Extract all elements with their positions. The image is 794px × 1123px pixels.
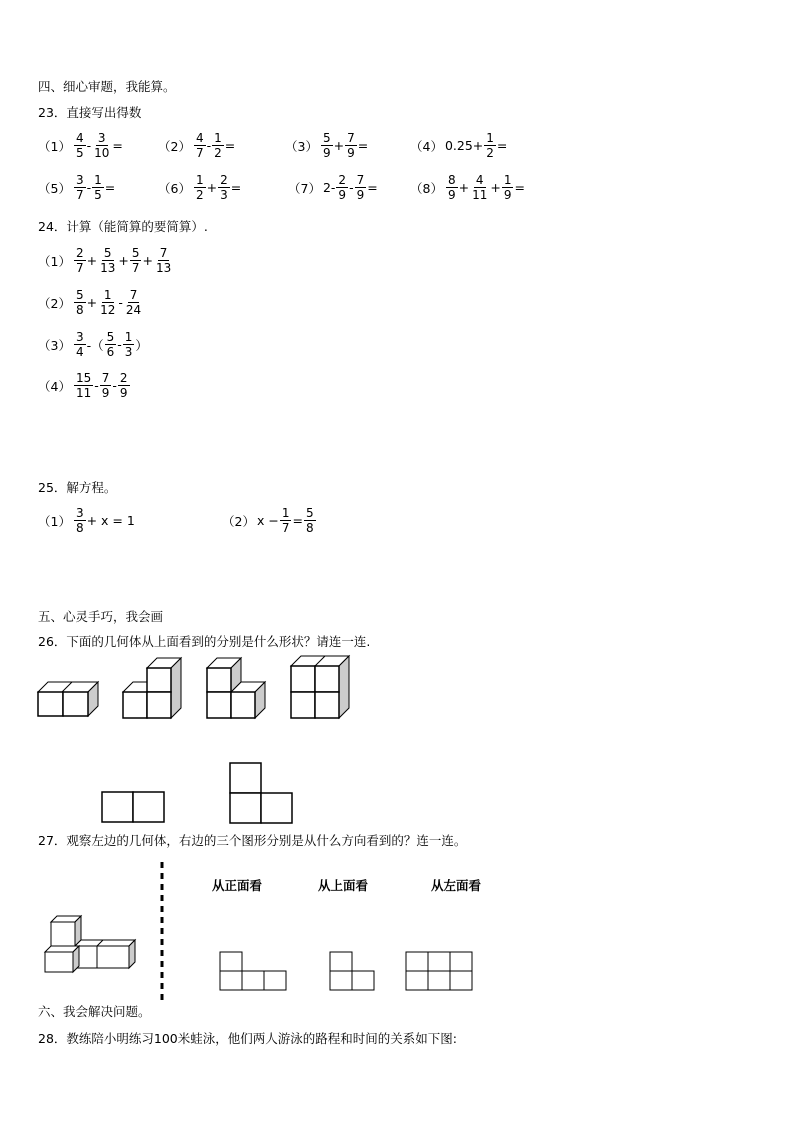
fraction: $\frac{2}{3}$	[220, 173, 228, 202]
fraction: $\frac{1}{3}$	[124, 330, 133, 359]
fraction: $\frac{3}{10}$	[94, 131, 110, 160]
q25-item-2	[222, 506, 317, 535]
operator: =	[367, 180, 378, 195]
q24-item-1	[38, 246, 174, 275]
operator: +	[86, 295, 98, 310]
q26-view-1	[101, 791, 165, 824]
fraction: $\frac{5}{8}$	[75, 288, 84, 317]
q27-view-3	[405, 951, 474, 991]
operator: =	[496, 138, 508, 153]
fraction: $\frac{2}{9}$	[119, 371, 128, 400]
fraction: $\frac{7}{9}$	[356, 173, 365, 202]
q26-solid-2	[121, 658, 185, 720]
operator: =	[514, 180, 525, 195]
operator: -（	[86, 337, 104, 353]
q26-title: 26．下面的几何体从上面看到的分别是什么形状？请连一连.	[38, 634, 371, 649]
operator: -	[349, 180, 354, 195]
item-number: （8）	[410, 180, 443, 196]
fraction: $\frac{5}{6}$	[106, 330, 115, 359]
q27-title: 27．观察左边的几何体，右边的三个图形分别是从什么方向看到的？连一连。	[38, 833, 467, 848]
q26-solid-1	[36, 672, 102, 720]
fraction: $\frac{5}{8}$	[305, 506, 314, 535]
operator: 0.25+	[444, 138, 484, 153]
item-number: （4）	[410, 138, 443, 154]
operator: -	[117, 337, 122, 352]
item-number: （1）	[38, 513, 71, 529]
operator: =	[357, 138, 369, 153]
view-label-front: 从正面看	[212, 878, 263, 893]
item-number: （4）	[38, 378, 71, 394]
view-label-left: 从左面看	[431, 878, 482, 893]
fraction: $\frac{2}{7}$	[75, 246, 84, 275]
fraction: $\frac{5}{9}$	[322, 131, 331, 160]
q27-view-1	[219, 951, 288, 991]
q26-solid-4	[289, 656, 353, 720]
fraction: $\frac{5}{7}$	[131, 246, 140, 275]
q23-item-8	[410, 173, 525, 202]
q24-item-4	[38, 371, 131, 400]
fraction: $\frac{1}{12}$	[100, 288, 116, 317]
section6-title: 六、我会解决问题。	[38, 1004, 151, 1019]
item-number: （6）	[158, 180, 191, 196]
operator: -	[86, 138, 92, 153]
fraction: $\frac{3}{8}$	[75, 506, 84, 535]
fraction: $\frac{2}{9}$	[338, 173, 347, 202]
section5-title: 五、心灵手巧，我会画	[38, 609, 164, 624]
fraction: $\frac{1}{2}$	[486, 131, 494, 160]
item-number: （1）	[38, 253, 71, 269]
operator: -	[86, 180, 92, 195]
fraction: $\frac{3}{4}$	[75, 330, 84, 359]
q23-item-4	[410, 131, 507, 160]
view-label-top: 从上面看	[318, 878, 369, 893]
operator: +	[490, 180, 501, 195]
q23-item-5	[38, 173, 115, 202]
operator: + x = 1	[86, 513, 135, 528]
operator: =	[112, 138, 123, 153]
operator: -	[206, 138, 212, 153]
fraction: $\frac{4}{11}$	[472, 173, 488, 202]
operator: x −	[256, 513, 279, 528]
operator: +	[86, 253, 98, 268]
q24-item-2	[38, 288, 144, 317]
q25-item-1	[38, 506, 135, 535]
fraction: $\frac{7}{9}$	[347, 131, 355, 160]
operator: -	[112, 378, 117, 393]
fraction: $\frac{15}{11}$	[75, 371, 92, 400]
section4-title: 四、细心审题，我能算。	[38, 79, 176, 94]
q26-solid-3	[205, 658, 269, 720]
item-number: （3）	[38, 337, 71, 353]
operator: +	[333, 138, 345, 153]
item-number: （3）	[285, 138, 318, 154]
operator: =	[104, 180, 116, 195]
fraction: $\frac{7}{24}$	[125, 288, 142, 317]
q25-title: 25．解方程。	[38, 480, 117, 495]
operator: +	[458, 180, 470, 195]
fraction: $\frac{4}{7}$	[195, 131, 204, 160]
fraction: $\frac{3}{7}$	[75, 173, 84, 202]
dashed-divider	[160, 862, 164, 1002]
operator: +	[118, 253, 129, 268]
fraction: $\frac{5}{13}$	[100, 246, 116, 275]
item-number: （2）	[158, 138, 191, 154]
fraction: $\frac{7}{9}$	[101, 371, 110, 400]
q26-view-2	[229, 762, 293, 824]
fraction: $\frac{4}{5}$	[75, 131, 84, 160]
fraction: $\frac{1}{9}$	[503, 173, 512, 202]
q28-title: 28．教练陪小明练习100米蛙泳，他们两人游泳的路程和时间的关系如下图:	[38, 1031, 457, 1046]
operator: -	[118, 295, 123, 310]
item-number: （2）	[222, 513, 255, 529]
operator: -	[94, 378, 99, 393]
q23-item-2	[158, 131, 235, 160]
operator: =	[224, 138, 236, 153]
item-number: （7）	[288, 180, 321, 196]
fraction: $\frac{8}{9}$	[447, 173, 456, 202]
item-number: （1）	[38, 138, 71, 154]
operator: 2-	[322, 180, 336, 195]
fraction: $\frac{1}{7}$	[281, 506, 290, 535]
q23-item-6	[158, 173, 241, 202]
operator: =	[292, 513, 303, 528]
operator: ）	[135, 337, 148, 353]
q23-item-3	[285, 131, 368, 160]
fraction: $\frac{1}{2}$	[195, 173, 204, 202]
q27-solid	[43, 914, 139, 974]
fraction: $\frac{1}{5}$	[94, 173, 102, 202]
q23-title: 23．直接写出得数	[38, 105, 142, 120]
q24-item-3	[38, 330, 148, 359]
item-number: （5）	[38, 180, 71, 196]
fraction: $\frac{1}{2}$	[214, 131, 222, 160]
fraction: $\frac{7}{13}$	[155, 246, 172, 275]
q23-item-1	[38, 131, 123, 160]
q24-title: 24．计算（能简算的要简算）.	[38, 219, 208, 234]
q23-item-7	[288, 173, 378, 202]
q27-view-2	[329, 951, 376, 991]
operator: +	[206, 180, 218, 195]
operator: +	[142, 253, 153, 268]
item-number: （2）	[38, 295, 71, 311]
operator: =	[230, 180, 242, 195]
